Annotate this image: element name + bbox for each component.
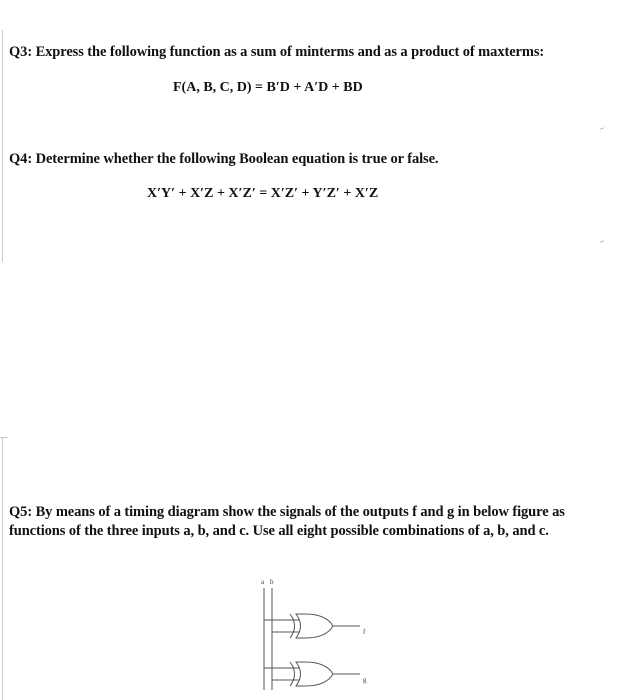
- output-g-label: g: [363, 676, 367, 684]
- input-b-label: b: [270, 578, 274, 586]
- question-4-text: Q4: Determine whether the following Boolean equation is true or false.: [9, 151, 439, 167]
- output-f-label: f: [363, 628, 366, 636]
- scan-mark: [600, 127, 604, 129]
- scan-mark: [600, 240, 604, 242]
- question-3-equation: F(A, B, C, D) = B′D + A′D + BD: [173, 80, 363, 95]
- left-border-bottom: [2, 437, 3, 700]
- xor-gate-f-back-curve: [290, 614, 295, 638]
- question-4-equation: X′Y′ + X′Z + X′Z′ = X′Z′ + Y′Z′ + X′Z: [147, 186, 379, 201]
- xor-gate-g-body: [296, 662, 333, 686]
- question-5-text: Q5: By means of a timing diagram show the signals of the outputs f and g in below figure as functions of the three inputs a, b, and c. Use all eight possible combinations of a, b, and c.: [9, 504, 565, 539]
- input-a-label: a: [261, 578, 265, 586]
- xor-gate-g-back-curve: [290, 662, 295, 686]
- question-3-text: Q3: Express the following function as a sum of minterms and as a product of maxterms:: [9, 44, 545, 60]
- left-border-top: [2, 30, 3, 262]
- xor-gate-f-body: [296, 614, 333, 638]
